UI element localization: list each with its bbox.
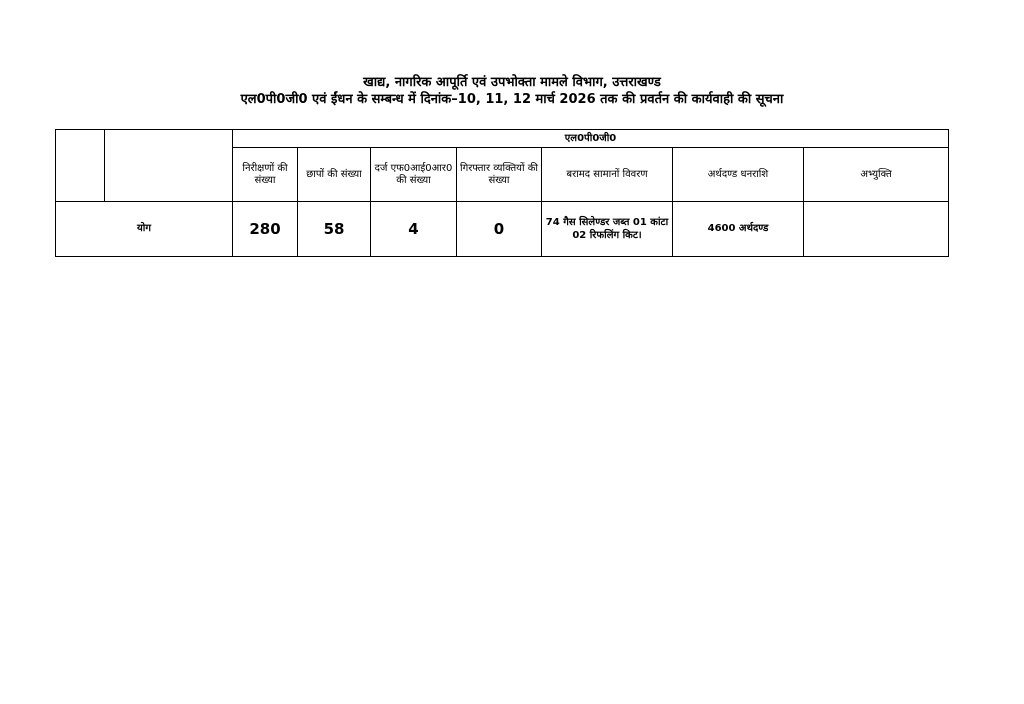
header-arrests: गिरफ्तार व्यक्तियों की संख्या: [457, 148, 542, 202]
raids-value: 58: [298, 202, 371, 257]
recovered-items-value: 74 गैस सिलेण्डर जब्त 01 कांटा 02 रिफलिंग किट।: [542, 202, 673, 257]
remarks-value: [804, 202, 949, 257]
total-label: योग: [56, 202, 233, 257]
header-remarks: अभ्युक्ति: [804, 148, 949, 202]
header-raids: छापों की संख्या: [298, 148, 371, 202]
report-title: एल0पी0जी0 एवं ईंधन के सम्बन्ध में दिनांक–10, 11, 12 मार्च 2026 तक की प्रवर्तन की कार्यवाही की सूचना: [240, 92, 784, 107]
table-row: [56, 202, 949, 257]
header-fine: अर्थदण्ड धनराशि: [673, 148, 804, 202]
lpg-group-header: एल0पी0जी0: [233, 130, 949, 148]
document-header: [0, 74, 1024, 108]
inspections-value: 280: [233, 202, 298, 257]
department-title: खाद्य, नागरिक आपूर्ति एवं उपभोक्ता मामले विभाग, उत्तराखण्ड: [363, 75, 661, 90]
header-firs: दर्ज एफ0आई0आर0 की संख्या: [371, 148, 457, 202]
header-inspections: निरीक्षणों की संख्या: [233, 148, 298, 202]
blank-header-cell-2: [105, 130, 233, 202]
fine-value: 4600 अर्थदण्ड: [673, 202, 804, 257]
header-recovered-items: बरामद सामानों विवरण: [542, 148, 673, 202]
arrests-value: 0: [457, 202, 542, 257]
firs-value: 4: [371, 202, 457, 257]
enforcement-table: [55, 129, 949, 257]
blank-header-cell-1: [56, 130, 105, 202]
